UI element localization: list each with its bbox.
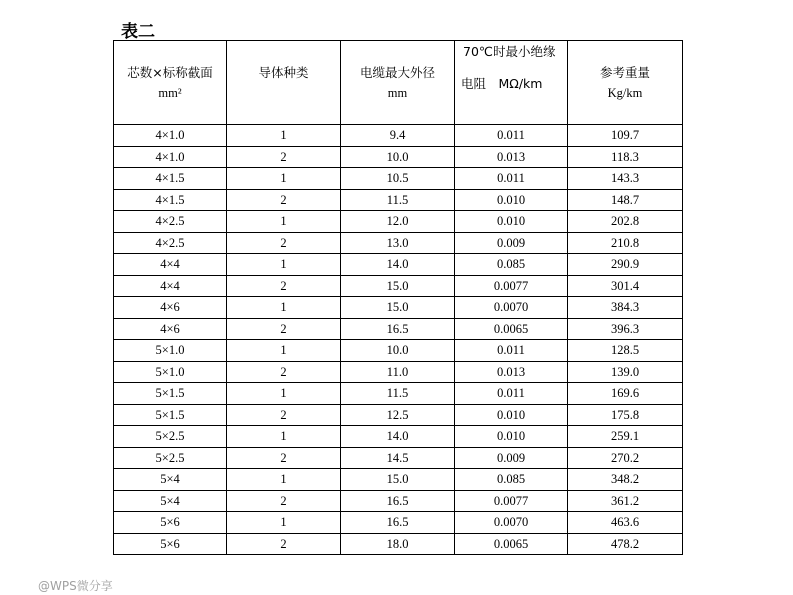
- max-diameter-cell: 10.5: [341, 168, 455, 190]
- core-section-cell: 4×6: [114, 318, 227, 340]
- conductor-type-cell: 1: [227, 426, 341, 448]
- core-section-cell: 4×1.5: [114, 168, 227, 190]
- header-insulation-resistance: [455, 41, 568, 125]
- reference-weight-cell: 348.2: [568, 469, 683, 491]
- insulation-resistance-cell: 0.011: [455, 125, 568, 147]
- conductor-type-cell: 2: [227, 533, 341, 555]
- reference-weight-cell: 128.5: [568, 340, 683, 362]
- insulation-resistance-cell: 0.0065: [455, 533, 568, 555]
- table-row: [114, 318, 683, 340]
- table-row: [114, 447, 683, 469]
- max-diameter-cell: 10.0: [341, 340, 455, 362]
- insulation-resistance-cell: 0.010: [455, 189, 568, 211]
- core-section-cell: 4×6: [114, 297, 227, 319]
- table-title: 表二: [121, 22, 155, 42]
- reference-weight-cell: 290.9: [568, 254, 683, 276]
- conductor-type-cell: 2: [227, 404, 341, 426]
- table-body: [114, 125, 683, 555]
- wps-watermark: @WPS微分享: [38, 579, 113, 593]
- conductor-type-cell: 2: [227, 318, 341, 340]
- conductor-type-cell: 1: [227, 340, 341, 362]
- max-diameter-cell: 16.5: [341, 318, 455, 340]
- reference-weight-cell: 361.2: [568, 490, 683, 512]
- max-diameter-cell: 18.0: [341, 533, 455, 555]
- insulation-resistance-cell: 0.0070: [455, 297, 568, 319]
- core-section-cell: 4×1.5: [114, 189, 227, 211]
- header-conductor-type-label: 导体种类: [258, 64, 309, 80]
- reference-weight-cell: 396.3: [568, 318, 683, 340]
- reference-weight-cell: 270.2: [568, 447, 683, 469]
- conductor-type-cell: 2: [227, 232, 341, 254]
- reference-weight-cell: 478.2: [568, 533, 683, 555]
- reference-weight-cell: 301.4: [568, 275, 683, 297]
- conductor-type-cell: 2: [227, 447, 341, 469]
- core-section-cell: 4×2.5: [114, 232, 227, 254]
- max-diameter-cell: 16.5: [341, 512, 455, 534]
- conductor-type-cell: 1: [227, 168, 341, 190]
- reference-weight-cell: 169.6: [568, 383, 683, 405]
- reference-weight-cell: 118.3: [568, 146, 683, 168]
- insulation-resistance-cell: 0.085: [455, 254, 568, 276]
- core-section-cell: 5×2.5: [114, 447, 227, 469]
- header-reference-weight-label: 参考重量: [599, 64, 650, 80]
- insulation-resistance-cell: 0.010: [455, 211, 568, 233]
- conductor-type-cell: 2: [227, 146, 341, 168]
- cable-spec-table: [113, 40, 683, 555]
- core-section-cell: 4×1.0: [114, 146, 227, 168]
- reference-weight-cell: 148.7: [568, 189, 683, 211]
- table-row: [114, 232, 683, 254]
- insulation-resistance-cell: 0.0077: [455, 490, 568, 512]
- core-section-cell: 5×4: [114, 469, 227, 491]
- insulation-resistance-cell: 0.0070: [455, 512, 568, 534]
- insulation-resistance-cell: 0.0065: [455, 318, 568, 340]
- header-max-diameter-unit: mm: [387, 85, 408, 100]
- header-core-section-unit: mm²: [158, 85, 182, 100]
- core-section-cell: 5×6: [114, 512, 227, 534]
- core-section-cell: 5×4: [114, 490, 227, 512]
- reference-weight-cell: 143.3: [568, 168, 683, 190]
- table-row: [114, 146, 683, 168]
- core-section-cell: 4×4: [114, 275, 227, 297]
- insulation-resistance-cell: 0.009: [455, 447, 568, 469]
- table-row: [114, 426, 683, 448]
- max-diameter-cell: 12.5: [341, 404, 455, 426]
- table-row: [114, 512, 683, 534]
- header-max-diameter: [341, 41, 455, 125]
- conductor-type-cell: 1: [227, 254, 341, 276]
- conductor-type-cell: 1: [227, 512, 341, 534]
- max-diameter-cell: 15.0: [341, 469, 455, 491]
- conductor-type-cell: 1: [227, 383, 341, 405]
- table-row: [114, 275, 683, 297]
- insulation-resistance-cell: 0.011: [455, 383, 568, 405]
- conductor-type-cell: 2: [227, 189, 341, 211]
- insulation-resistance-cell: 0.011: [455, 168, 568, 190]
- max-diameter-cell: 11.0: [341, 361, 455, 383]
- header-row: [114, 41, 683, 125]
- header-reference-weight-unit: Kg/km: [607, 85, 643, 100]
- insulation-resistance-cell: 0.085: [455, 469, 568, 491]
- table-row: [114, 404, 683, 426]
- insulation-resistance-cell: 0.010: [455, 426, 568, 448]
- conductor-type-cell: 1: [227, 211, 341, 233]
- reference-weight-cell: 259.1: [568, 426, 683, 448]
- conductor-type-cell: 1: [227, 297, 341, 319]
- table-row: [114, 490, 683, 512]
- max-diameter-cell: 14.0: [341, 254, 455, 276]
- core-section-cell: 5×1.0: [114, 340, 227, 362]
- core-section-cell: 5×2.5: [114, 426, 227, 448]
- conductor-type-cell: 1: [227, 469, 341, 491]
- conductor-type-cell: 2: [227, 490, 341, 512]
- table-row: [114, 469, 683, 491]
- max-diameter-cell: 9.4: [341, 125, 455, 147]
- header-reference-weight: [568, 41, 683, 125]
- reference-weight-cell: 463.6: [568, 512, 683, 534]
- header-conductor-type: [227, 41, 341, 125]
- insulation-resistance-cell: 0.009: [455, 232, 568, 254]
- core-section-cell: 5×1.0: [114, 361, 227, 383]
- core-section-cell: 5×1.5: [114, 404, 227, 426]
- insulation-resistance-cell: 0.013: [455, 361, 568, 383]
- core-section-cell: 4×1.0: [114, 125, 227, 147]
- reference-weight-cell: 109.7: [568, 125, 683, 147]
- table-row: [114, 189, 683, 211]
- core-section-cell: 4×2.5: [114, 211, 227, 233]
- table-row: [114, 383, 683, 405]
- conductor-type-cell: 1: [227, 125, 341, 147]
- core-section-cell: 5×6: [114, 533, 227, 555]
- insulation-resistance-cell: 0.010: [455, 404, 568, 426]
- table-row: [114, 361, 683, 383]
- table-row: [114, 211, 683, 233]
- reference-weight-cell: 139.0: [568, 361, 683, 383]
- reference-weight-cell: 175.8: [568, 404, 683, 426]
- conductor-type-cell: 2: [227, 361, 341, 383]
- max-diameter-cell: 11.5: [341, 189, 455, 211]
- table-row: [114, 340, 683, 362]
- insulation-resistance-cell: 0.011: [455, 340, 568, 362]
- reference-weight-cell: 384.3: [568, 297, 683, 319]
- core-section-cell: 4×4: [114, 254, 227, 276]
- max-diameter-cell: 13.0: [341, 232, 455, 254]
- max-diameter-cell: 14.5: [341, 447, 455, 469]
- table-row: [114, 533, 683, 555]
- conductor-type-cell: 2: [227, 275, 341, 297]
- header-core-section: [114, 41, 227, 125]
- header-insulation-resistance-unit: 电阻 MΩ/km: [461, 76, 543, 91]
- table-row: [114, 297, 683, 319]
- insulation-resistance-cell: 0.0077: [455, 275, 568, 297]
- table-row: [114, 125, 683, 147]
- table-row: [114, 168, 683, 190]
- max-diameter-cell: 11.5: [341, 383, 455, 405]
- core-section-cell: 5×1.5: [114, 383, 227, 405]
- reference-weight-cell: 210.8: [568, 232, 683, 254]
- insulation-resistance-cell: 0.013: [455, 146, 568, 168]
- max-diameter-cell: 16.5: [341, 490, 455, 512]
- max-diameter-cell: 10.0: [341, 146, 455, 168]
- header-max-diameter-label: 电缆最大外径: [359, 64, 435, 80]
- max-diameter-cell: 15.0: [341, 275, 455, 297]
- table-row: [114, 254, 683, 276]
- max-diameter-cell: 15.0: [341, 297, 455, 319]
- max-diameter-cell: 14.0: [341, 426, 455, 448]
- header-core-section-label: 芯数×标称截面: [127, 64, 213, 80]
- reference-weight-cell: 202.8: [568, 211, 683, 233]
- header-insulation-resistance-label: 70℃时最小绝缘: [463, 44, 556, 59]
- max-diameter-cell: 12.0: [341, 211, 455, 233]
